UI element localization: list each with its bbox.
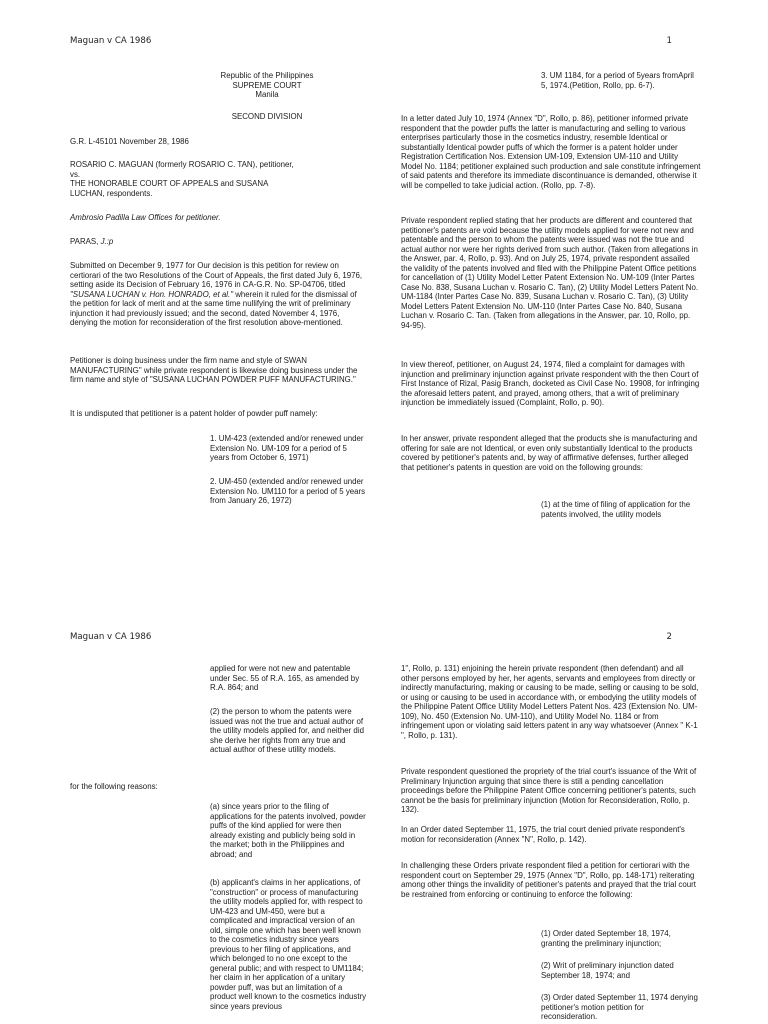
enumerated-item: 2. UM-450 (extended and/or renewed under Extension No. UM110 for a period of 5 years from January 26, 1972) <box>210 477 366 505</box>
ponente <box>70 237 366 247</box>
paragraph: Private respondent questioned the propriety of the trial court's issuance of the Writ of Preliminary Injunction arguing that since there is still a pending cancellation proceedings before the Philippine Patent Office concerning petitioner's patents, such cannot be the basis for preliminary injunction (Motion for Reconsideration, Rollo, p. 132). <box>401 767 697 814</box>
court-line: Manila <box>255 90 279 99</box>
court-heading <box>165 71 369 100</box>
party-line: ROSARIO C. MAGUAN (formerly ROSARIO C. TAN), petitioner, <box>70 160 294 169</box>
paragraph: Private respondent replied stating that her products are different and countered that petitioner's patents are void because the utility models applied for were not new and patentable and the person to whom the patents were issued was not the true and actual author nor were her rights derived from such author. (Taken from allegations in the Answer, par. 4, Rollo, p. 93). And on July 25, 1974, private respondent assailed the validity of the patents involved and filed with the Philippine Patent Office petitions for cancellation of (1) Utility Model Letter Patent Extension No. UM-109 (Inter Partes Case No. 838, Susana Luchan v. Rosario C. Tan), (2) Utility Model Letters Patent No. UM-1184 (Inter Partes Case No. 839, Susana Luchan v. Rosario C. Tan), (3) Utility Model Letters Patent Extension No. UM-110 (Inter Partes Case No. 840, Susana Luchan v. Rosario C. Tan. (Taken from allegations in the Answer, par. 10, Rollo, pp. 94-95). <box>401 216 699 330</box>
court-line: Republic of the Philippines <box>220 71 314 80</box>
paragraph: It is undisputed that petitioner is a patent holder of powder puff namely: <box>70 409 318 418</box>
document-page-2 <box>0 596 768 1024</box>
paragraph: In challenging these Orders private respondent filed a petition for certiorari with the respondent court on September 29, 1975 (Annex "D", Rollo, pp. 148-171) reiterating among other things the invalidity of petitioner's patents and prayed that the trial court be restrained from enforcing or continuing to enforce the following: <box>401 861 696 899</box>
paragraph: In a letter dated July 10, 1974 (Annex "D", Rollo, p. 86), petitioner informed private respondent that the powder puffs the latter is manufacturing and selling to various enterprises particularly those in the cosmetics industry, resemble Identical or substantially Identical powder puffs of which the former is a patent holder under Registration Certification Nos. Extension UM-109, Extension UM-110 and Utility Model No. 1184; petitioner explained such production and sale constitute infringement of said patents and therefore its immediate discontinuance is demanded, otherwise it will be compelled to take judicial action. (Rollo, pp. 7-8). <box>401 114 701 190</box>
enumerated-item: 1. UM-423 (extended and/or renewed under Extension No. UM-109 for a period of 5 years from October 6, 1971) <box>210 434 364 462</box>
ponente-suffix: J.:p <box>100 237 114 246</box>
enumerated-item: (b) applicant's claims in her applications, of "construction" or process of manufacturing the utility models applied for, with respect to UM-423 and UM-450, were but a complicated and impractical version of an old, simple one which has been well known to the cosmetics industry since years previous to her filing of applications, and which belonged to no one except to the general public; and with respect to UM1184; her claim in her application of a unitary powder puff, was but an limitation of a product well known to the cosmetics industry since years previous <box>210 878 367 1011</box>
header-title: Maguan v CA 1986 <box>70 36 152 46</box>
party-line: vs. <box>70 169 81 179</box>
enumerated-item: (2) the person to whom the patents were issued was not the true and actual author of the utility models applied for, and neither did she derive her rights from any true and actual author of these utility models. <box>210 707 364 754</box>
party-line: LUCHAN, respondents. <box>70 188 153 198</box>
paragraph: Submitted on December 9, 1977 for Our decision is this petition for review on certiorari of the two Resolutions of the Court of Appeals, the first dated July 6, 1976, setting aside its Decision of February 16, 1976 in CA-G.R. No. SP-04706, titled "SUSANA LUCHAN v. Hon. HONRADO, et al." wherein it ruled for the dismissal of the petition for lack of merit and at the same time nullifying the writ of preliminary injunction it had previously issued; and the second, dated November 4, 1976, denying the motion for reconsideration of the first resolution above-mentioned. <box>70 261 363 327</box>
paragraph: In an Order dated September 11, 1975, the trial court denied private respondent's motion for reconsideration (Annex "N", Rollo, p. 142). <box>401 825 685 844</box>
case-number: G.R. L-45101 November 28, 1986 <box>70 137 189 146</box>
enumerated-item: applied for were not new and patentable under Sec. 55 of R.A. 165, as amended by R.A. 864; and <box>210 664 360 692</box>
court-line: SUPREME COURT <box>232 80 302 90</box>
enumerated-item: (1) Order dated September 18, 1974, granting the preliminary injunction; <box>541 929 671 948</box>
page-number: 1 <box>666 36 672 46</box>
page-number: 2 <box>666 632 672 642</box>
paragraph: In her answer, private respondent alleged that the products she is manufacturing and offering for sale are not Identical, or even only substantially Identical to the products covered by petitioner's patents and, by way of affirmative defenses, further alleged that petitioner's patents in question are void on the following grounds: <box>401 434 698 472</box>
paragraph: 1", Rollo, p. 131) enjoining the herein private respondent (then defendant) and all other persons employed by her, her agents, servants and employees from directly or indirectly manufacturing, making or causing to be made, selling or causing to be sold, or using or causing to be used in accordance with, or embodying the utility models of the Philippine Patent Office Utility Model Letters Patent Nos. 423 (Extension No. UM-109), No. 450 (Extension No. UM-110), and Utility Model No. 1184 or from infringement upon or violating said letters patent in any way whatsoever (Annex " K-1 ", Rollo, p. 131). <box>401 664 699 740</box>
enumerated-item: 3. UM 1184, for a period of 5years fromApril 5, 1974.(Petition, Rollo, pp. 6-7). <box>541 71 694 90</box>
enumerated-item: (a) since years prior to the filing of applications for the patents involved, powder puffs of the kind applied for were then already existing and publicly being sold in the market; both in the Philippines and abroad; and <box>210 802 366 859</box>
paragraph: Petitioner is doing business under the firm name and style of SWAN MANUFACTURING" while private respondent is likewise doing business under the firm name and style of "SUSANA LUCHAN POWDER PUFF MANUFACTURING." <box>70 356 358 384</box>
enumerated-item: (1) at the time of filing of application for the patents involved, the utility models <box>541 500 691 519</box>
paragraph: for the following reasons: <box>70 782 158 791</box>
party-line: THE HONORABLE COURT OF APPEALS and SUSANA <box>70 179 269 188</box>
division: SECOND DIVISION <box>231 112 303 121</box>
header-title: Maguan v CA 1986 <box>70 632 152 642</box>
counsel-line: Ambrosio Padilla Law Offices for petitioner. <box>70 213 221 222</box>
paragraph: In view thereof, petitioner, on August 24, 1974, filed a complaint for damages with injunction and preliminary injunction against private respondent with the then Court of First Instance of Rizal, Pasig Branch, docketed as Civil Case No. 19908, for infringing the aforesaid letters patent, and prayed, among others, that a writ of preliminary injunction be immediately issued (Complaint, Rollo, p. 90). <box>401 360 700 407</box>
enumerated-item: (3) Order dated September 11, 1974 denying petitioner's motion petition for reconsideration. <box>541 993 698 1021</box>
enumerated-item: (2) Writ of preliminary injunction dated September 18, 1974; and <box>541 961 674 980</box>
case-parties <box>70 160 366 198</box>
page-header <box>70 36 672 50</box>
page-header <box>70 632 672 646</box>
ponente-name: PARAS, <box>70 237 101 246</box>
